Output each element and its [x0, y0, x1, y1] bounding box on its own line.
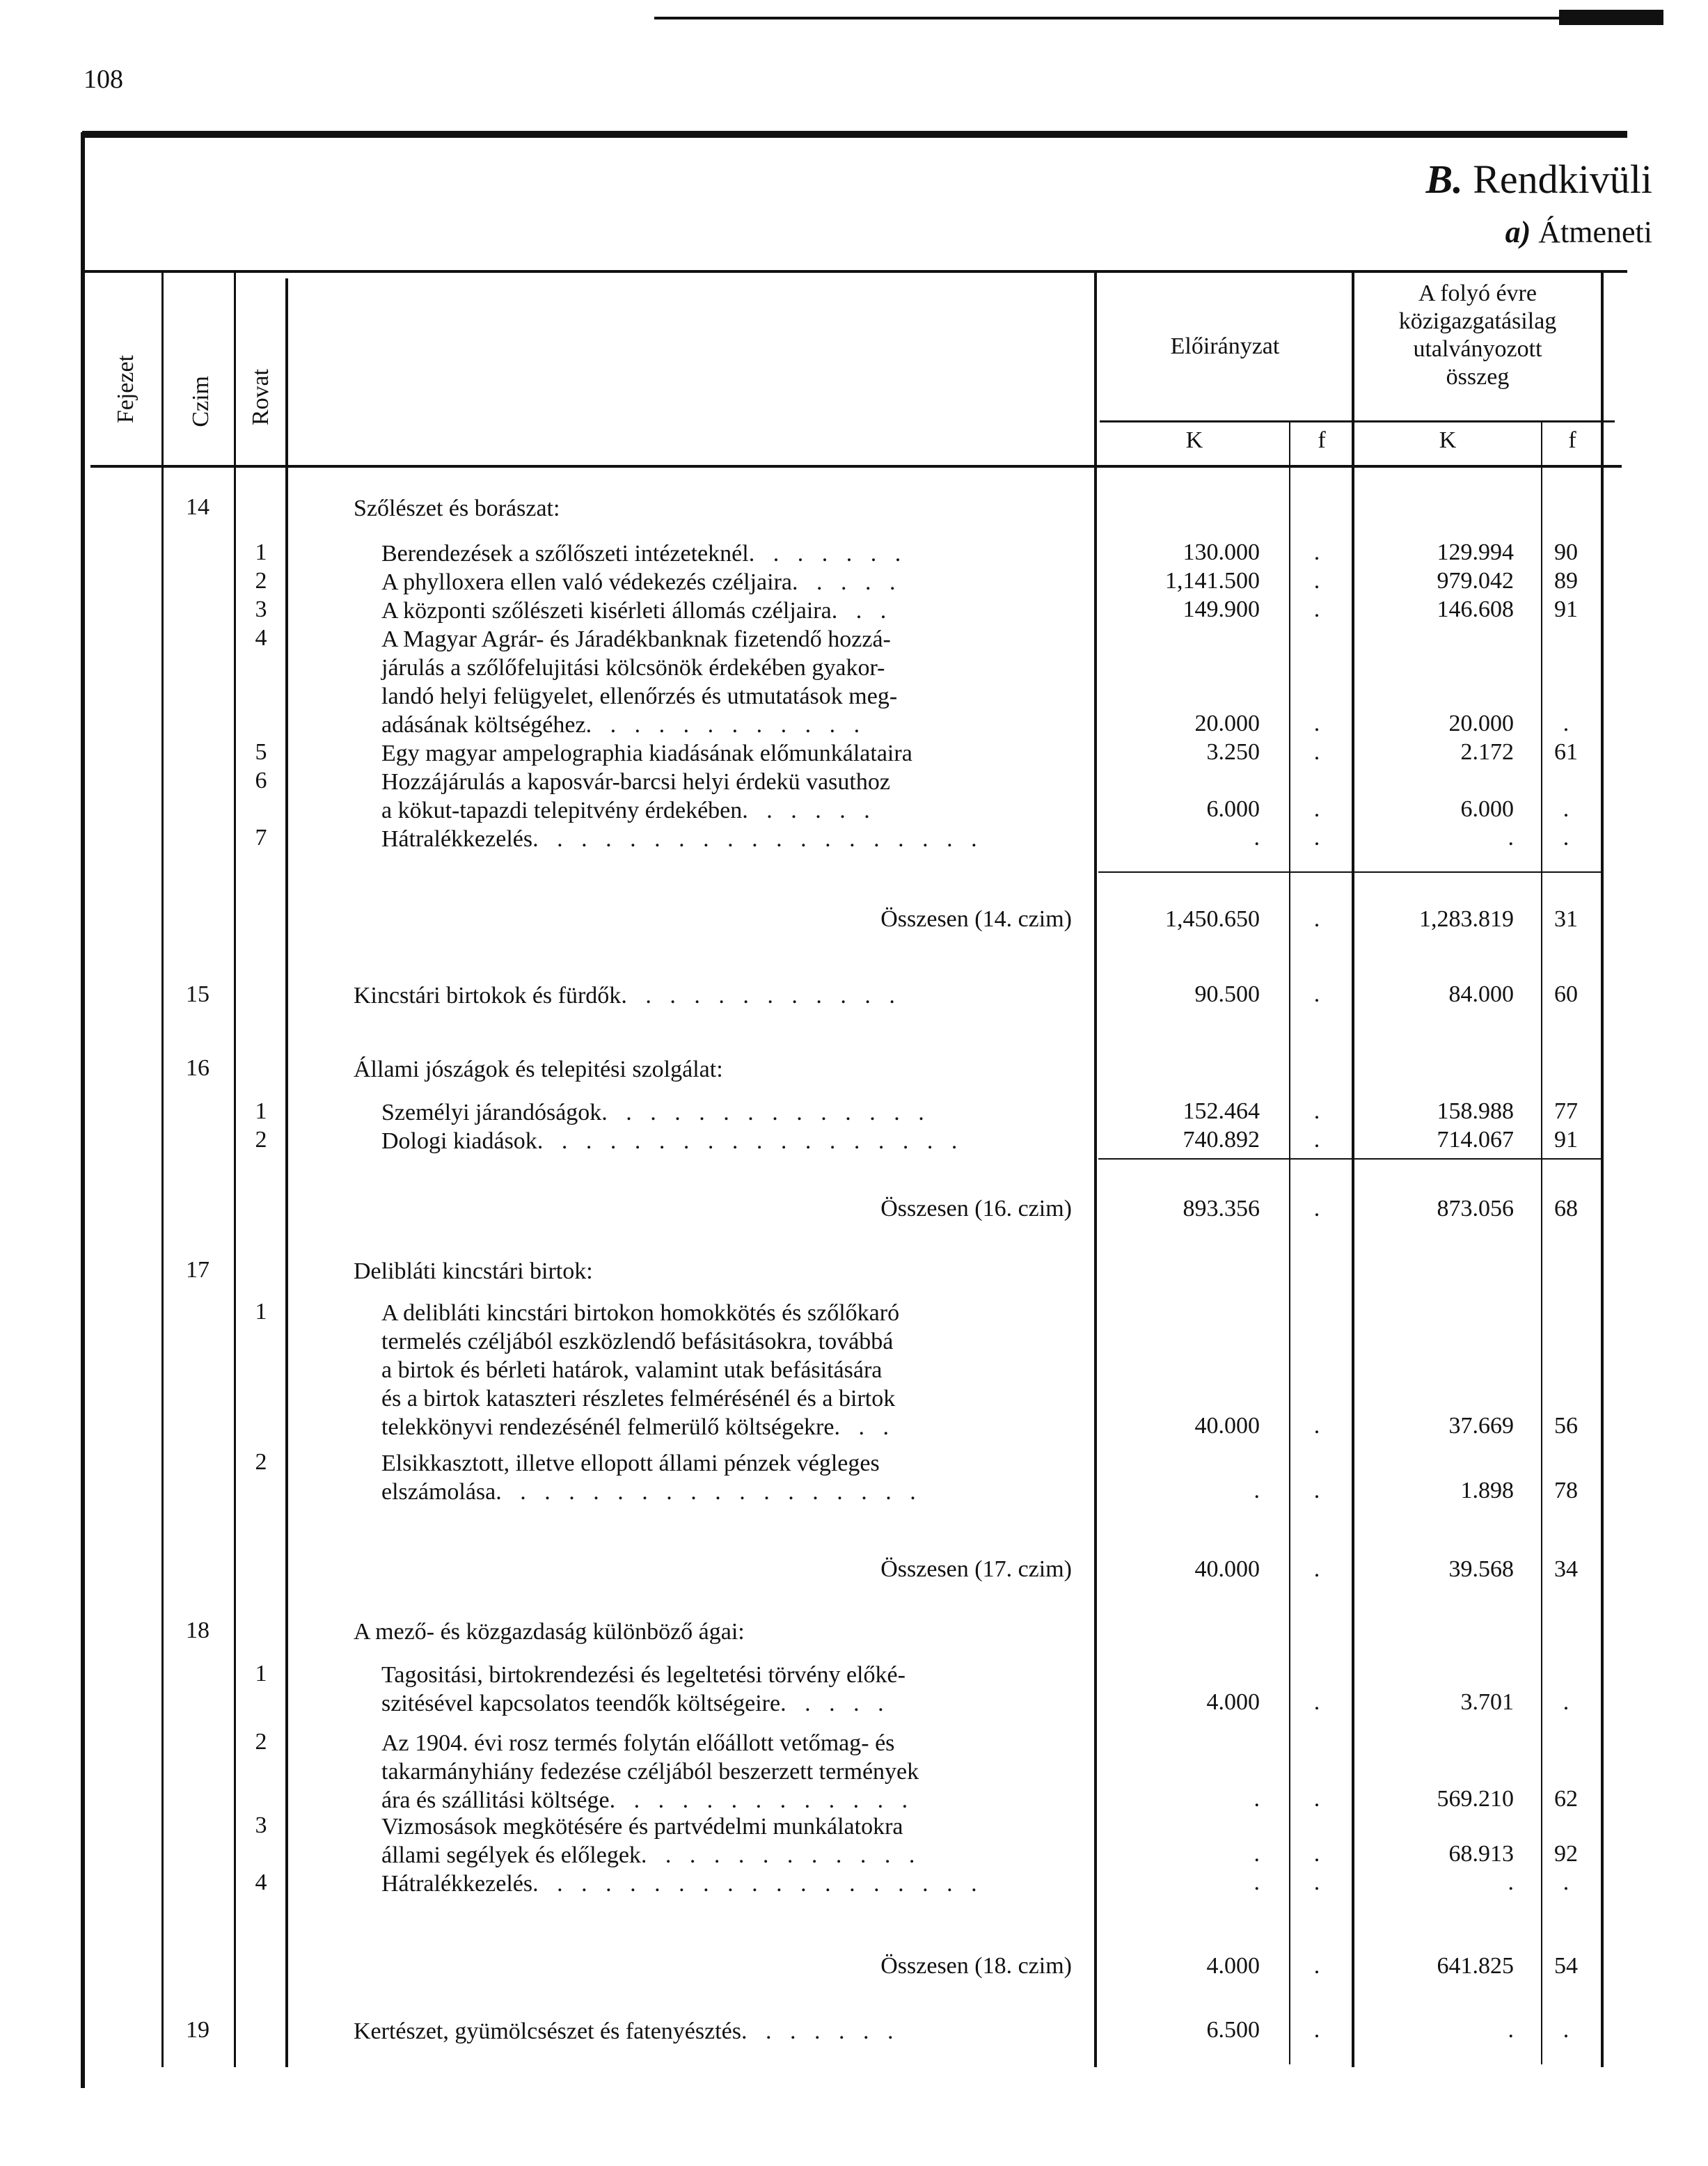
header-top-rule [82, 270, 1627, 273]
total-eloiranyzat: 40.000 [1194, 1556, 1260, 1582]
utalvanyozott-korona: 20.000 [1448, 711, 1514, 736]
row-description [354, 494, 1086, 523]
description-line: járulás a szőlőfelujitási kölcsönök érdekében gyakor- [381, 655, 885, 681]
total-filler-2: 34 [1554, 1556, 1578, 1582]
row-description [354, 1055, 1086, 1084]
total-filler-2: 54 [1554, 1953, 1578, 1979]
sum-rule [1354, 871, 1601, 873]
row-description [381, 1812, 1086, 1869]
eloiranyzat-filler: . [1313, 981, 1320, 1007]
utalvanyozott-korona: 158.988 [1437, 1098, 1514, 1124]
description-line: landó helyi felügyelet, ellenőrzés és utmutatások meg- [381, 683, 898, 709]
eloiranyzat-korona: 90.500 [1194, 981, 1260, 1007]
leader-dots: . . . . . . . . . . . . [640, 1842, 922, 1868]
utalvanyozott-filler: . [1563, 796, 1569, 822]
eloiranyzat-filler: . [1313, 739, 1320, 765]
col-rule-fejezet [161, 271, 164, 2067]
description-line: Berendezések a szőlőszeti intézeteknél. . . . . . . [381, 541, 908, 567]
col-rule-right [1601, 271, 1604, 2067]
leader-dots: . . . [834, 1414, 895, 1440]
utalvanyozott-korona: 68.913 [1448, 1841, 1514, 1867]
utalvanyozott-korona: 84.000 [1448, 981, 1514, 1007]
header-k1: K [1185, 427, 1203, 453]
czim-number: 17 [186, 1257, 209, 1283]
description-line: A központi szőlészeti kisérleti állomás czéljaira. . . [381, 598, 893, 624]
description-line: elszámolása. . . . . . . . . . . . . . . . . . [381, 1479, 922, 1505]
eloiranyzat-korona: 152.464 [1183, 1098, 1260, 1124]
utalvanyozott-korona: 714.067 [1437, 1127, 1514, 1153]
total-filler-2: 68 [1554, 1196, 1578, 1222]
eloiranyzat-filler: . [1313, 596, 1320, 622]
header-f1: f [1318, 427, 1326, 453]
eloiranyzat-korona: 740.892 [1183, 1127, 1260, 1153]
description-line: Elsikkasztott, illetve ellopott állami pénzek végleges [381, 1450, 880, 1476]
header-k2: K [1439, 427, 1457, 453]
utalvanyozott-korona: 1.898 [1460, 1478, 1514, 1503]
leader-dots: . . . . . . . . . . . . . . . . . . . [532, 1871, 983, 1897]
eloiranyzat-korona: 149.900 [1183, 596, 1260, 622]
leader-dots: . . . . . . . . . . . . [585, 712, 867, 738]
description-line: és a birtok kataszteri részletes felmérésénél és a birtok [381, 1386, 896, 1412]
header-bottom-rule [90, 465, 1622, 468]
rovat-number: 1 [255, 1098, 267, 1124]
header-fejezet: Fejezet [113, 355, 139, 424]
leader-dots: . . . . . [792, 569, 902, 595]
utalvanyozott-filler: 60 [1554, 981, 1578, 1007]
row-description [354, 1618, 1086, 1646]
frame-top-rule [82, 131, 1627, 138]
utalvanyozott-korona: 129.994 [1437, 539, 1514, 565]
col-rule-amount1 [1352, 271, 1354, 2067]
description-line: A Magyar Agrár- és Járadékbanknak fizetendő hozzá- [381, 626, 891, 652]
eloiranyzat-filler: . [1313, 2017, 1320, 2043]
description-line: szitésével kapcsolatos teendők költségeire. . . . . [381, 1691, 890, 1716]
leader-dots: . . . . . . . . . . . . . . . . . . [496, 1479, 922, 1505]
leader-dots: . . . . . . . [741, 2018, 900, 2044]
eloiranyzat-filler: . [1313, 1786, 1320, 1812]
leader-dots: . . . . . . . . . . . . . [609, 1787, 915, 1813]
eloiranyzat-filler: . [1313, 1098, 1320, 1124]
total-utalvanyozott: 1,283.819 [1419, 906, 1514, 932]
eloiranyzat-korona: 6.500 [1206, 2017, 1260, 2043]
total-filler-1: . [1313, 906, 1320, 932]
utalvanyozott-filler: 91 [1554, 1127, 1578, 1153]
utalvanyozott-filler: 89 [1554, 568, 1578, 594]
utalvanyozott-korona: 979.042 [1437, 568, 1514, 594]
col-rule-rovat [285, 278, 288, 2067]
utalvanyozott-filler: 92 [1554, 1841, 1578, 1867]
row-description [381, 539, 1086, 568]
utalvanyozott-filler: 78 [1554, 1478, 1578, 1503]
subheader-rule [1100, 420, 1615, 422]
czim-number: 15 [186, 981, 209, 1007]
description-line: a kökut-tapazdi telepitvény érdekében. . . . . . [381, 798, 876, 823]
eloiranyzat-filler: . [1313, 1869, 1320, 1895]
eloiranyzat-filler: . [1313, 1689, 1320, 1715]
eloiranyzat-filler: . [1313, 711, 1320, 736]
eloiranyzat-korona: 1,141.500 [1165, 568, 1260, 594]
row-description [381, 768, 1086, 825]
utalvanyozott-korona: . [1508, 2017, 1514, 2043]
eloiranyzat-filler: . [1313, 568, 1320, 594]
description-line: Személyi járandóságok. . . . . . . . . . . . . . [381, 1100, 931, 1125]
section-title: B. Rendkivüli [1425, 157, 1652, 202]
row-description [381, 1098, 1086, 1127]
rovat-number: 2 [255, 568, 267, 594]
subsection-title: a) Átmeneti [1505, 215, 1652, 249]
total-filler-1: . [1313, 1556, 1320, 1582]
header-eloiranyzat: Előirányzat [1170, 333, 1280, 359]
rovat-number: 6 [255, 768, 267, 793]
utalvanyozott-filler: . [1563, 1869, 1569, 1895]
row-description [354, 981, 1086, 1010]
row-description [354, 1257, 1086, 1286]
col-rule-v1 [1289, 422, 1290, 2064]
utalvanyozott-korona: 146.608 [1437, 596, 1514, 622]
utalvanyozott-filler: 90 [1554, 539, 1578, 565]
utalvanyozott-korona: 3.701 [1460, 1689, 1514, 1715]
total-utalvanyozott: 873.056 [1437, 1196, 1514, 1222]
description-line: Tagositási, birtokrendezési és legeltetési törvény előké- [381, 1662, 906, 1688]
sum-rule [1098, 1158, 1352, 1160]
col-rule-czim [234, 271, 236, 2067]
czim-number: 19 [186, 2017, 209, 2043]
total-eloiranyzat: 1,450.650 [1165, 906, 1260, 932]
total-filler-1: . [1313, 1196, 1320, 1222]
rovat-number: 2 [255, 1449, 267, 1475]
sum-rule [1098, 871, 1352, 873]
rovat-number: 4 [255, 1869, 267, 1895]
rovat-number: 2 [255, 1127, 267, 1153]
description-line: a birtok és bérleti határok, valamint utak befásitására [381, 1357, 883, 1383]
leader-dots: . . . . . . . . . . . . . . . . . . [537, 1128, 964, 1154]
total-label: Összesen (14. czim) [880, 906, 1072, 932]
eloiranyzat-filler: . [1313, 1127, 1320, 1153]
eloiranyzat-korona: 4.000 [1206, 1689, 1260, 1715]
utalvanyozott-korona: 6.000 [1460, 796, 1514, 822]
leader-dots: . . . [831, 598, 893, 624]
eloiranyzat-korona: . [1254, 1786, 1260, 1812]
czim-number: 18 [186, 1618, 209, 1643]
header-folyo-evre: A folyó évre közigazgatásilag utalványozott összeg [1398, 280, 1557, 390]
rovat-number: 2 [255, 1729, 267, 1755]
description-line: Állami jószágok és telepitési szolgálat: [354, 1057, 723, 1082]
utalvanyozott-korona: 37.669 [1448, 1413, 1514, 1439]
description-line: Kincstári birtokok és fürdők. . . . . . . . . . . . [354, 983, 901, 1009]
description-line: takarmányhiány fedezése czéljából beszerzett termények [381, 1759, 919, 1785]
total-label: Összesen (17. czim) [880, 1556, 1072, 1582]
description-line: Egy magyar ampelographia kiadásának előmunkálataira [381, 741, 912, 766]
row-description [381, 1729, 1086, 1815]
eloiranyzat-korona: 40.000 [1194, 1413, 1260, 1439]
total-label: Összesen (16. czim) [880, 1196, 1072, 1222]
eloiranyzat-korona: 130.000 [1183, 539, 1260, 565]
description-line: A mező- és közgazdaság különböző ágai: [354, 1619, 745, 1645]
utalvanyozott-filler: . [1563, 2017, 1569, 2043]
total-utalvanyozott: 39.568 [1448, 1556, 1514, 1582]
description-line: Az 1904. évi rosz termés folytán előállott vetőmag- és [381, 1730, 895, 1756]
rovat-number: 1 [255, 539, 267, 565]
row-description [381, 596, 1086, 625]
header-czim: Czim [188, 376, 214, 427]
czim-number: 16 [186, 1055, 209, 1081]
utalvanyozott-filler: 91 [1554, 596, 1578, 622]
rovat-number: 3 [255, 596, 267, 622]
eloiranyzat-korona: . [1254, 1478, 1260, 1503]
czim-number: 14 [186, 494, 209, 520]
leader-dots: . . . . . . . . . . . . . . . . . . . [532, 826, 983, 852]
total-label: Összesen (18. czim) [880, 1953, 1072, 1979]
rovat-number: 3 [255, 1812, 267, 1838]
total-eloiranyzat: 4.000 [1206, 1953, 1260, 1979]
total-utalvanyozott: 641.825 [1437, 1953, 1514, 1979]
rovat-number: 4 [255, 625, 267, 651]
description-line: Hozzájárulás a kaposvár-barcsi helyi érdekü vasuthoz [381, 769, 890, 795]
total-eloiranyzat: 893.356 [1183, 1196, 1260, 1222]
description-line: ára és szállitási költsége. . . . . . . . . . . . . [381, 1787, 915, 1813]
leader-dots: . . . . . [780, 1691, 890, 1716]
top-rule-heavy [1559, 10, 1663, 25]
eloiranyzat-korona: 3.250 [1206, 739, 1260, 765]
rovat-number: 1 [255, 1299, 267, 1325]
utalvanyozott-korona: 2.172 [1460, 739, 1514, 765]
utalvanyozott-korona: . [1508, 1869, 1514, 1895]
description-line: A delibláti kincstári birtokon homokkötés és szőlőkaró [381, 1300, 900, 1326]
row-description [354, 2017, 1086, 2046]
rovat-number: 1 [255, 1661, 267, 1686]
description-line: termelés czéljából eszközlendő befásitásokra, továbbá [381, 1329, 894, 1354]
eloiranyzat-filler: . [1313, 825, 1320, 851]
eloiranyzat-filler: . [1313, 796, 1320, 822]
rovat-number: 7 [255, 825, 267, 851]
description-line: Kertészet, gyümölcsészet és fatenyésztés. . . . . . . [354, 2018, 900, 2044]
utalvanyozott-filler: 77 [1554, 1098, 1578, 1124]
total-filler-2: 31 [1554, 906, 1578, 932]
header-rovat: Rovat [248, 369, 274, 426]
leader-dots: . . . . . . . [748, 541, 908, 567]
total-filler-1: . [1313, 1953, 1320, 1979]
description-line: A phylloxera ellen való védekezés czéljaira. . . . . [381, 569, 902, 595]
leader-dots: . . . . . . [742, 798, 876, 823]
utalvanyozott-korona: 569.210 [1437, 1786, 1514, 1812]
row-description [381, 625, 1086, 739]
header-f2: f [1568, 427, 1576, 453]
row-description [381, 1299, 1086, 1441]
eloiranyzat-filler: . [1313, 539, 1320, 565]
description-line: állami segélyek és előlegek. . . . . . . . . . . . [381, 1842, 922, 1868]
description-line: Hátralékkezelés. . . . . . . . . . . . . . . . . . . [381, 1871, 983, 1897]
utalvanyozott-filler: . [1563, 711, 1569, 736]
description-line: adásának költségéhez. . . . . . . . . . . . [381, 712, 867, 738]
eloiranyzat-korona: . [1254, 825, 1260, 851]
row-description [381, 568, 1086, 596]
leader-dots: . . . . . . . . . . . . [621, 983, 901, 1009]
row-description [381, 739, 1086, 768]
utalvanyozott-filler: 61 [1554, 739, 1578, 765]
eloiranyzat-korona: . [1254, 1869, 1260, 1895]
eloiranyzat-korona: . [1254, 1841, 1260, 1867]
utalvanyozott-korona: . [1508, 825, 1514, 851]
eloiranyzat-korona: 6.000 [1206, 796, 1260, 822]
description-line: Szőlészet és borászat: [354, 496, 560, 521]
utalvanyozott-filler: 62 [1554, 1786, 1578, 1812]
utalvanyozott-filler: 56 [1554, 1413, 1578, 1439]
col-rule-v2 [1541, 422, 1542, 2064]
eloiranyzat-filler: . [1313, 1841, 1320, 1867]
utalvanyozott-filler: . [1563, 1689, 1569, 1715]
description-line: Vizmosások megkötésére és partvédelmi munkálatokra [381, 1814, 903, 1840]
row-description [381, 1127, 1086, 1155]
eloiranyzat-filler: . [1313, 1478, 1320, 1503]
row-description [381, 1449, 1086, 1506]
leader-dots: . . . . . . . . . . . . . . [601, 1100, 931, 1125]
description-line: telekkönyvi rendezésénél felmerülő költségekre. . . [381, 1414, 895, 1440]
top-rule [654, 17, 1656, 19]
row-description [381, 825, 1086, 853]
description-line: Dologi kiadások. . . . . . . . . . . . . . . . . . [381, 1128, 964, 1154]
frame-left-rule [81, 132, 85, 2088]
description-line: Delibláti kincstári birtok: [354, 1258, 593, 1284]
sum-rule [1354, 1158, 1601, 1160]
row-description [381, 1661, 1086, 1718]
row-description [381, 1869, 1086, 1898]
eloiranyzat-filler: . [1313, 1413, 1320, 1439]
page-number: 108 [84, 65, 123, 94]
rovat-number: 5 [255, 739, 267, 765]
utalvanyozott-filler: . [1563, 825, 1569, 851]
eloiranyzat-korona: 20.000 [1194, 711, 1260, 736]
description-line: Hátralékkezelés. . . . . . . . . . . . . . . . . . . [381, 826, 983, 852]
